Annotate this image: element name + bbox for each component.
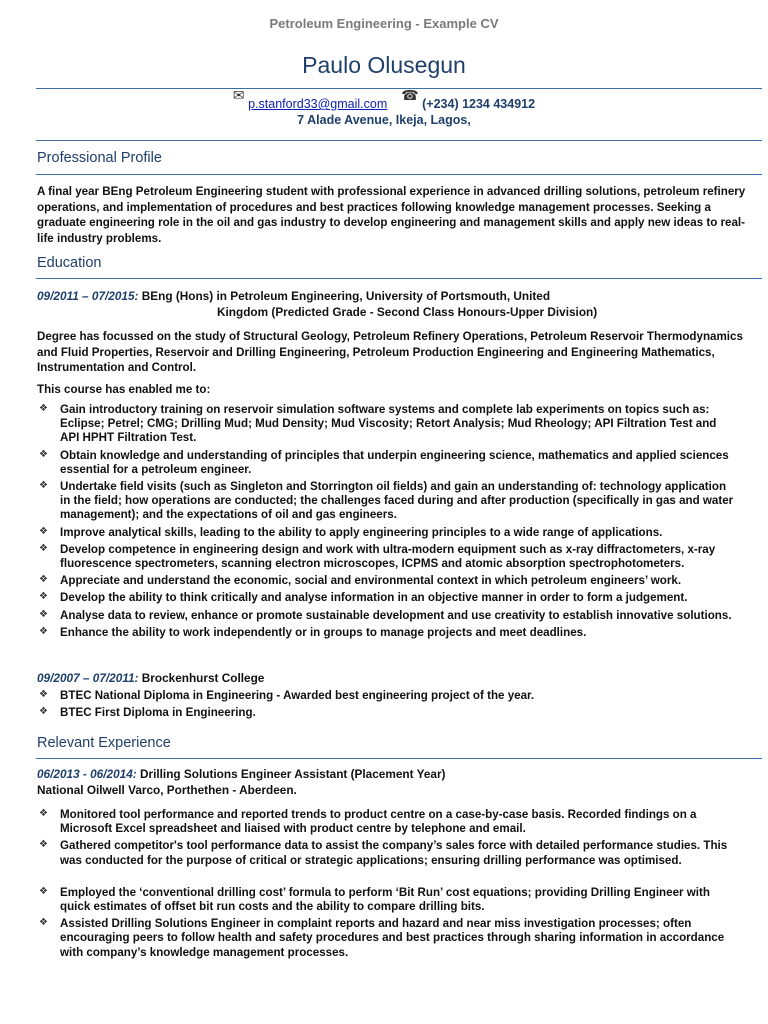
list-item: ❖ Gathered competitor's tool performance data to assist the company’s sales force with detailed performance studies. This was conducted for the purpose of critical or strategic applications; ensuring drilling performance was optimised.	[39, 839, 728, 867]
phone-number: (+234) 1234 434912	[422, 97, 536, 111]
section-rule	[36, 278, 762, 279]
section-heading-experience: Relevant Experience	[37, 735, 171, 751]
list-item: ❖ Employed the ‘conventional drilling cost’ formula to perform ‘Bit Run’ cost equations; providing Drilling Engineer with quick estimates of offset bit run costs and the ability to compare drilling bits.	[39, 885, 710, 914]
entry-title: Drilling Solutions Engineer Assistant (Placement Year)	[139, 767, 446, 781]
bullet-icon: ❖	[39, 917, 48, 929]
list-item: ❖ Monitored tool performance and reported trends to product centre on a case-by-case basis. Recorded findings on a Microsoft Excel spreadsheet and liaised with product centre by telephone and email.	[39, 808, 697, 836]
bullet-icon: ❖	[39, 706, 48, 718]
telephone-icon: ☎	[401, 87, 419, 103]
list-item: ❖ BTEC National Diploma in Engineering - Awarded best engineering project of the year.	[39, 689, 535, 702]
bullet-icon: ❖	[39, 542, 48, 554]
bullet-icon: ❖	[39, 885, 48, 897]
list-item: ❖ BTEC First Diploma in Engineering.	[39, 706, 256, 720]
education-description: Degree has focussed on the study of Structural Geology, Petroleum Refinery Operations, Petroleum Reservoir Thermodynamics and Fluid Properties, Reservoir and Drilling Engineering, Petroleum Production Engineering and Engineering Mathematics, Instrumentation and Control.	[37, 330, 743, 375]
bullet-icon: ❖	[39, 625, 48, 637]
section-rule	[36, 758, 762, 759]
bullet-icon: ❖	[39, 808, 48, 819]
education-entry-2	[37, 671, 759, 687]
experience-bullets	[37, 808, 737, 963]
bullet-icon: ❖	[39, 591, 48, 603]
list-item: ❖ Gain introductory training on reservoir simulation software systems and complete lab experiments on topics such as: Eclipse; Petrel; CMG; Drilling Mud; Mud Density; Mud Viscosity; Retort Analysis; Mud Rheology; API Filtration Test and API HPHT Filtration Test.	[39, 403, 717, 445]
entry-date: 09/2007 – 07/2011:	[37, 671, 139, 685]
section-rule	[36, 174, 762, 175]
bullet-icon: ❖	[39, 480, 48, 492]
bullet-icon: ❖	[39, 608, 48, 620]
entry-company: National Oilwell Varco, Porthethen - Aberdeen.	[37, 782, 297, 797]
education-intro: This course has enabled me to:	[37, 383, 211, 396]
list-item: ❖ Improve analytical skills, leading to the ability to apply engineering principles to a wide range of applications.	[39, 525, 663, 539]
document-title: Petroleum Engineering - Example CV	[269, 16, 499, 31]
list-item: ❖ Appreciate and understand the economic, social and environmental context in which petroleum engineers’ work.	[39, 574, 682, 588]
bullet-icon: ❖	[39, 574, 48, 586]
section-heading-profile: Professional Profile	[37, 150, 162, 166]
section-heading-education: Education	[37, 255, 102, 271]
email-link[interactable]: p.stanford33@gmail.com	[248, 97, 388, 111]
list-item: ❖ Undertake field visits (such as Singleton and Storrington oil fields) and gain an understanding of: technology application in the field; how operations are conducted; the challenges faced during and after production (specifically in gas and water management); and the expectations of oil and gas engineers.	[39, 480, 734, 522]
entry-date: 09/2011 – 07/2015:	[37, 289, 139, 303]
profile-text: A final year BEng Petroleum Engineering student with professional experience in advanced drilling solutions, petroleum refinery operations, and implementation of procedures and best practices following knowledge management processes. Seeking a graduate engineering role in the oil and gas industry to develop engineering and management skills and apply new ideas to real-life industry problems.	[37, 185, 746, 245]
entry-title: BEng (Hons) in Petroleum Engineering, University of Portsmouth, United	[141, 289, 551, 303]
bullet-icon: ❖	[39, 403, 48, 414]
header-rule	[36, 88, 762, 89]
education-entry-1	[37, 289, 759, 320]
entry-date: 06/2013 - 06/2014:	[37, 767, 137, 781]
list-item: ❖ Analyse data to review, enhance or promote sustainable development and use creativity to establish innovative solutions.	[39, 608, 732, 622]
education-bullets	[37, 403, 737, 643]
list-item: ❖ Enhance the ability to work independently or in groups to manage projects and meet deadlines.	[39, 625, 587, 639]
bullet-icon: ❖	[39, 839, 48, 851]
address: 7 Alade Avenue, Ikeja, Lagos,	[297, 113, 471, 127]
list-item: ❖ Develop the ability to think critically and analyse information in an objective manner in order to form a judgement.	[39, 591, 688, 605]
list-item: ❖ Obtain knowledge and understanding of principles that underpin engineering science, mathematics and applied sciences essential for a petroleum engineer.	[39, 448, 729, 476]
envelope-icon: ✉	[232, 87, 245, 103]
college-bullets	[37, 689, 737, 723]
entry-title-continued: Kingdom (Predicted Grade - Second Class Honours-Upper Division)	[217, 304, 598, 319]
bullet-icon: ❖	[39, 525, 48, 537]
bullet-icon: ❖	[39, 448, 48, 460]
section-rule	[36, 140, 762, 141]
entry-title: Brockenhurst College	[141, 671, 265, 685]
list-item: ❖ Develop competence in engineering design and work with ultra-modern equipment such as x-ray diffractometers, x-ray fluorescence spectrometers, scanning electron microscopes, ICPMS and atomic absorption spectrophotometers.	[39, 542, 716, 571]
experience-entry-1	[37, 767, 759, 798]
contact-line	[0, 87, 768, 112]
bullet-icon: ❖	[39, 689, 48, 700]
list-item: ❖ Assisted Drilling Solutions Engineer in complaint reports and hazard and near miss investigation processes; often encouraging peers to follow health and safety procedures and best practices through sharing information in accordance with company’s knowledge management processes.	[39, 917, 725, 959]
candidate-name: Paulo Olusegun	[302, 52, 466, 78]
